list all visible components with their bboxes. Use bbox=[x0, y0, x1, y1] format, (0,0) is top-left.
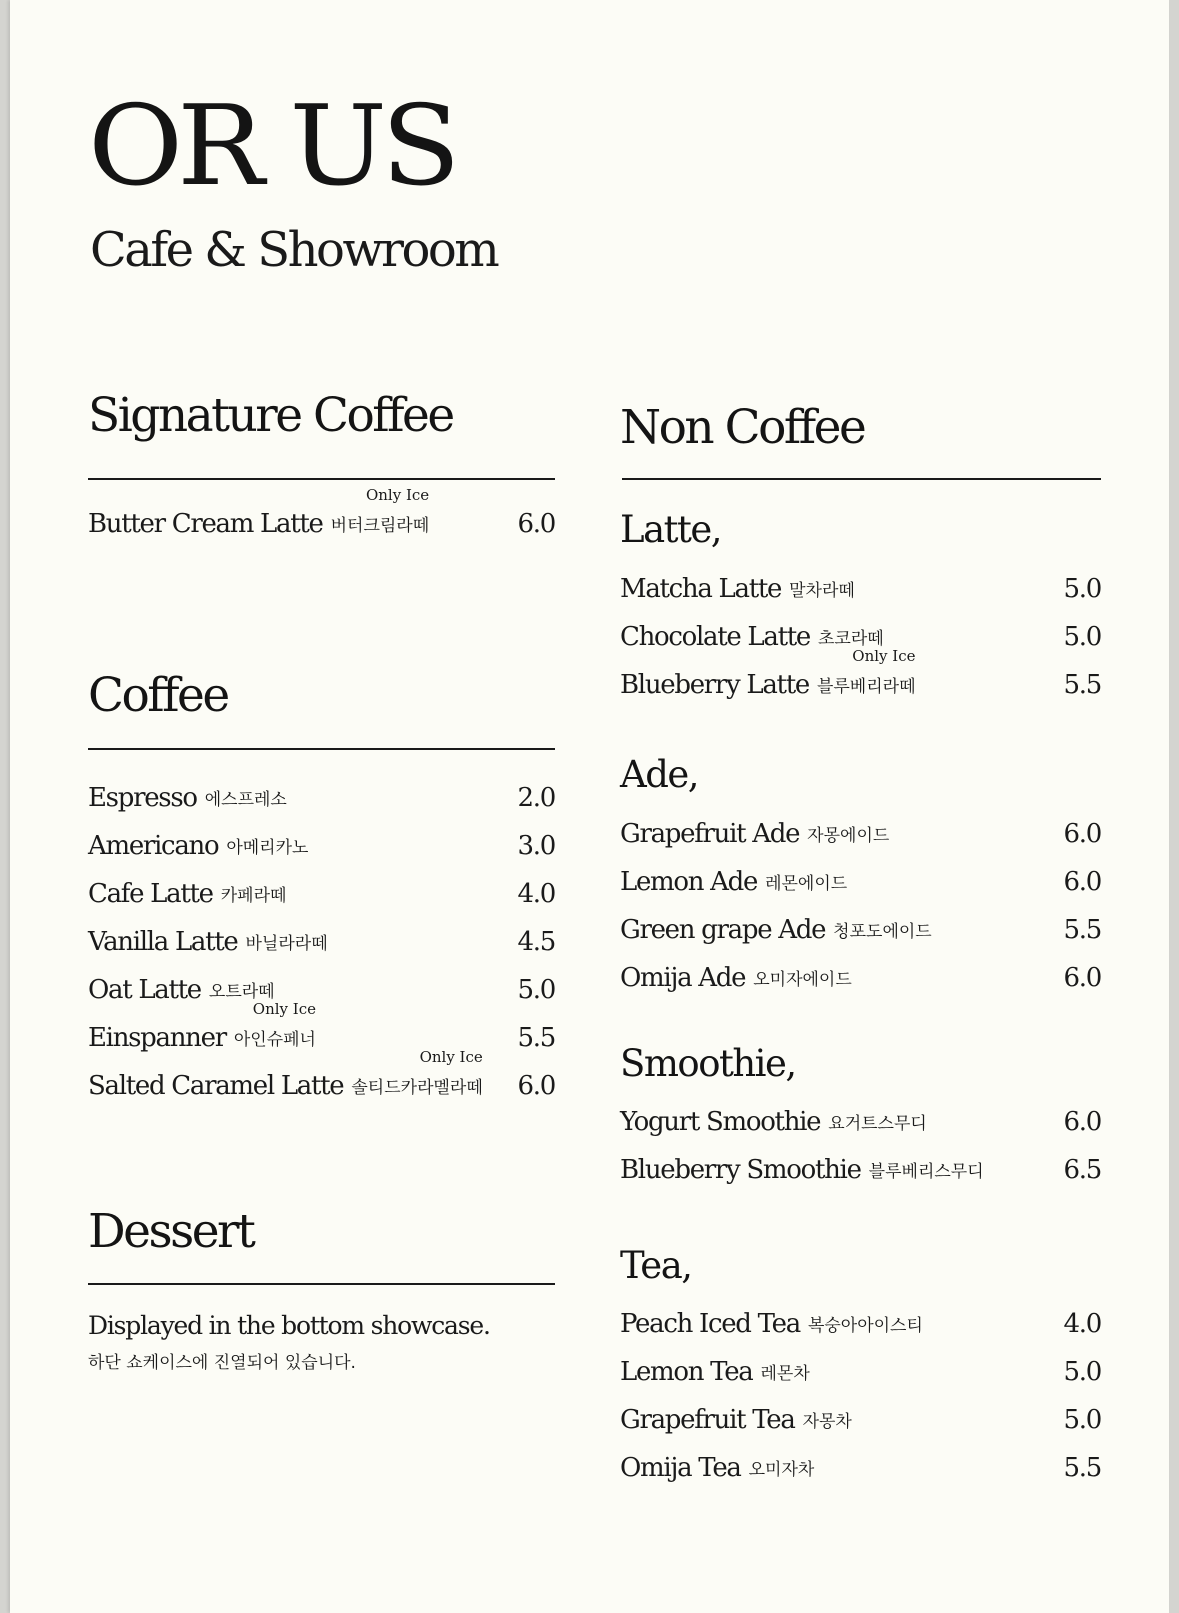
item-name-kr: 자몽에이드 bbox=[807, 826, 890, 846]
section-title-non-coffee: Non Coffee bbox=[620, 400, 865, 455]
item-name-kr: 에스프레소 bbox=[204, 790, 287, 810]
item-name-en: Cafe Latte bbox=[88, 879, 213, 909]
menu-item bbox=[620, 1303, 1101, 1337]
subsection-title-ade: Ade, bbox=[620, 753, 699, 796]
item-name-kr: 블루베리스무디 bbox=[868, 1162, 984, 1182]
item-name-en: Chocolate Latte bbox=[620, 622, 810, 652]
item-price: 4.0 bbox=[1063, 1309, 1101, 1339]
menu-item bbox=[88, 825, 555, 859]
item-name bbox=[620, 821, 889, 847]
section-title-coffee: Coffee bbox=[88, 668, 228, 723]
item-name-en: Grapefruit Tea bbox=[620, 1405, 795, 1435]
item-name bbox=[88, 1048, 483, 1101]
item-name bbox=[620, 1455, 814, 1481]
brand-subtitle: Cafe & Showroom bbox=[90, 222, 498, 278]
item-name-en: Yogurt Smoothie bbox=[620, 1107, 821, 1137]
item-name bbox=[620, 1157, 984, 1183]
only-ice-note: Only Ice bbox=[365, 486, 430, 504]
item-name-kr: 오미자에이드 bbox=[753, 970, 852, 990]
item-name bbox=[620, 1407, 852, 1433]
item-name bbox=[620, 647, 916, 700]
menu-item bbox=[88, 969, 555, 1003]
item-name-kr: 자몽차 bbox=[802, 1412, 852, 1432]
subsection-title-tea: Tea, bbox=[620, 1244, 692, 1287]
item-name-kr: 레몬에이드 bbox=[765, 874, 848, 894]
section-divider bbox=[88, 1283, 555, 1285]
menu-item bbox=[620, 1399, 1101, 1433]
menu-item bbox=[620, 957, 1101, 991]
item-name bbox=[620, 1311, 923, 1337]
item-name bbox=[88, 486, 430, 539]
item-name-kr: 오미자차 bbox=[748, 1460, 815, 1480]
item-name-en: Oat Latte bbox=[88, 975, 201, 1005]
menu-item bbox=[620, 616, 1101, 650]
menu-item bbox=[620, 568, 1101, 602]
subsection-title-latte: Latte, bbox=[620, 508, 722, 551]
menu-item bbox=[620, 1447, 1101, 1481]
item-name-en: Einspanner bbox=[88, 1023, 226, 1053]
item-price: 6.5 bbox=[1063, 1155, 1101, 1185]
menu-item bbox=[88, 777, 555, 811]
item-price: 5.5 bbox=[517, 1023, 555, 1053]
item-name-kr: 아인슈페너 bbox=[233, 1030, 316, 1050]
subsection-title-smoothie: Smoothie, bbox=[620, 1042, 796, 1085]
item-price: 3.0 bbox=[517, 831, 555, 861]
item-name-kr: 바닐라라떼 bbox=[245, 934, 328, 954]
item-price: 5.5 bbox=[1063, 670, 1101, 700]
item-price: 2.0 bbox=[517, 783, 555, 813]
item-name bbox=[88, 1000, 316, 1053]
item-price: 4.0 bbox=[517, 879, 555, 909]
item-name bbox=[620, 624, 884, 650]
section-title-dessert: Dessert bbox=[88, 1204, 254, 1259]
menu-item bbox=[88, 921, 555, 955]
menu-item bbox=[620, 1101, 1101, 1135]
menu-item bbox=[88, 1048, 555, 1101]
menu-item bbox=[620, 909, 1101, 943]
item-price: 4.5 bbox=[517, 927, 555, 957]
menu-page bbox=[10, 0, 1169, 1613]
item-name-en: Butter Cream Latte bbox=[88, 509, 323, 539]
item-price: 5.0 bbox=[517, 975, 555, 1005]
item-name-en: Grapefruit Ade bbox=[620, 819, 800, 849]
item-name-en: Lemon Ade bbox=[620, 867, 758, 897]
menu-item bbox=[620, 647, 1101, 700]
item-name-en: Blueberry Smoothie bbox=[620, 1155, 861, 1185]
item-name bbox=[88, 929, 328, 955]
item-name bbox=[88, 977, 275, 1003]
item-price: 5.5 bbox=[1063, 915, 1101, 945]
item-name-en: Omija Tea bbox=[620, 1453, 741, 1483]
item-price: 6.0 bbox=[1063, 819, 1101, 849]
menu-item bbox=[88, 873, 555, 907]
item-name bbox=[620, 965, 852, 991]
item-price: 5.0 bbox=[1063, 622, 1101, 652]
section-divider bbox=[622, 478, 1101, 480]
item-name-kr: 복숭아아이스티 bbox=[807, 1316, 923, 1336]
item-name-en: Green grape Ade bbox=[620, 915, 826, 945]
item-name bbox=[88, 881, 286, 907]
item-name-kr: 요거트스무디 bbox=[828, 1114, 927, 1134]
dessert-description-kr: 하단 쇼케이스에 진열되어 있습니다. bbox=[88, 1353, 356, 1373]
menu-item bbox=[620, 861, 1101, 895]
item-name-kr: 청포도에이드 bbox=[833, 922, 932, 942]
item-price: 5.0 bbox=[1063, 1357, 1101, 1387]
item-price: 5.0 bbox=[1063, 1405, 1101, 1435]
item-name-en: Lemon Tea bbox=[620, 1357, 753, 1387]
item-name-kr: 레몬차 bbox=[760, 1364, 810, 1384]
brand-title: OR US bbox=[88, 82, 455, 211]
item-price: 6.0 bbox=[1063, 963, 1101, 993]
item-price: 6.0 bbox=[1063, 1107, 1101, 1137]
item-name-kr: 솔티드카라멜라떼 bbox=[351, 1078, 483, 1098]
only-ice-note: Only Ice bbox=[852, 647, 916, 665]
item-name-en: Espresso bbox=[88, 783, 197, 813]
item-name bbox=[620, 917, 932, 943]
only-ice-note: Only Ice bbox=[419, 1048, 483, 1066]
section-title-signature-coffee: Signature Coffee bbox=[88, 388, 453, 443]
item-name-en: Blueberry Latte bbox=[620, 670, 809, 700]
item-price: 6.0 bbox=[1063, 867, 1101, 897]
section-divider bbox=[88, 748, 555, 750]
item-name-en: Vanilla Latte bbox=[88, 927, 238, 957]
item-name-en: Omija Ade bbox=[620, 963, 746, 993]
menu-item bbox=[620, 1351, 1101, 1385]
item-name-kr: 초코라떼 bbox=[817, 629, 884, 649]
only-ice-note: Only Ice bbox=[252, 1000, 316, 1018]
dessert-description: Displayed in the bottom showcase. bbox=[88, 1311, 490, 1340]
section-divider bbox=[88, 478, 555, 480]
item-price: 5.5 bbox=[1063, 1453, 1101, 1483]
item-name-kr: 아메리카노 bbox=[226, 838, 309, 858]
item-name-en: Salted Caramel Latte bbox=[88, 1071, 344, 1101]
item-name bbox=[620, 1109, 927, 1135]
menu-item bbox=[620, 1149, 1101, 1183]
item-name-kr: 오트라떼 bbox=[208, 982, 275, 1002]
item-name bbox=[620, 576, 855, 602]
item-name-kr: 카페라떼 bbox=[220, 886, 287, 906]
item-name-en: Peach Iced Tea bbox=[620, 1309, 800, 1339]
item-name-kr: 버터크림라떼 bbox=[330, 516, 430, 536]
item-price: 6.0 bbox=[517, 1071, 555, 1101]
item-name bbox=[620, 1359, 810, 1385]
menu-item bbox=[88, 486, 555, 539]
menu-item bbox=[88, 1000, 555, 1053]
item-name-en: Americano bbox=[88, 831, 219, 861]
item-name bbox=[88, 833, 308, 859]
item-name-en: Matcha Latte bbox=[620, 574, 782, 604]
item-price: 6.0 bbox=[517, 509, 555, 539]
item-name-kr: 말차라떼 bbox=[789, 581, 855, 601]
item-price: 5.0 bbox=[1063, 574, 1101, 604]
item-name bbox=[88, 785, 287, 811]
item-name-kr: 블루베리라떼 bbox=[816, 677, 916, 697]
menu-item bbox=[620, 813, 1101, 847]
item-name bbox=[620, 869, 847, 895]
